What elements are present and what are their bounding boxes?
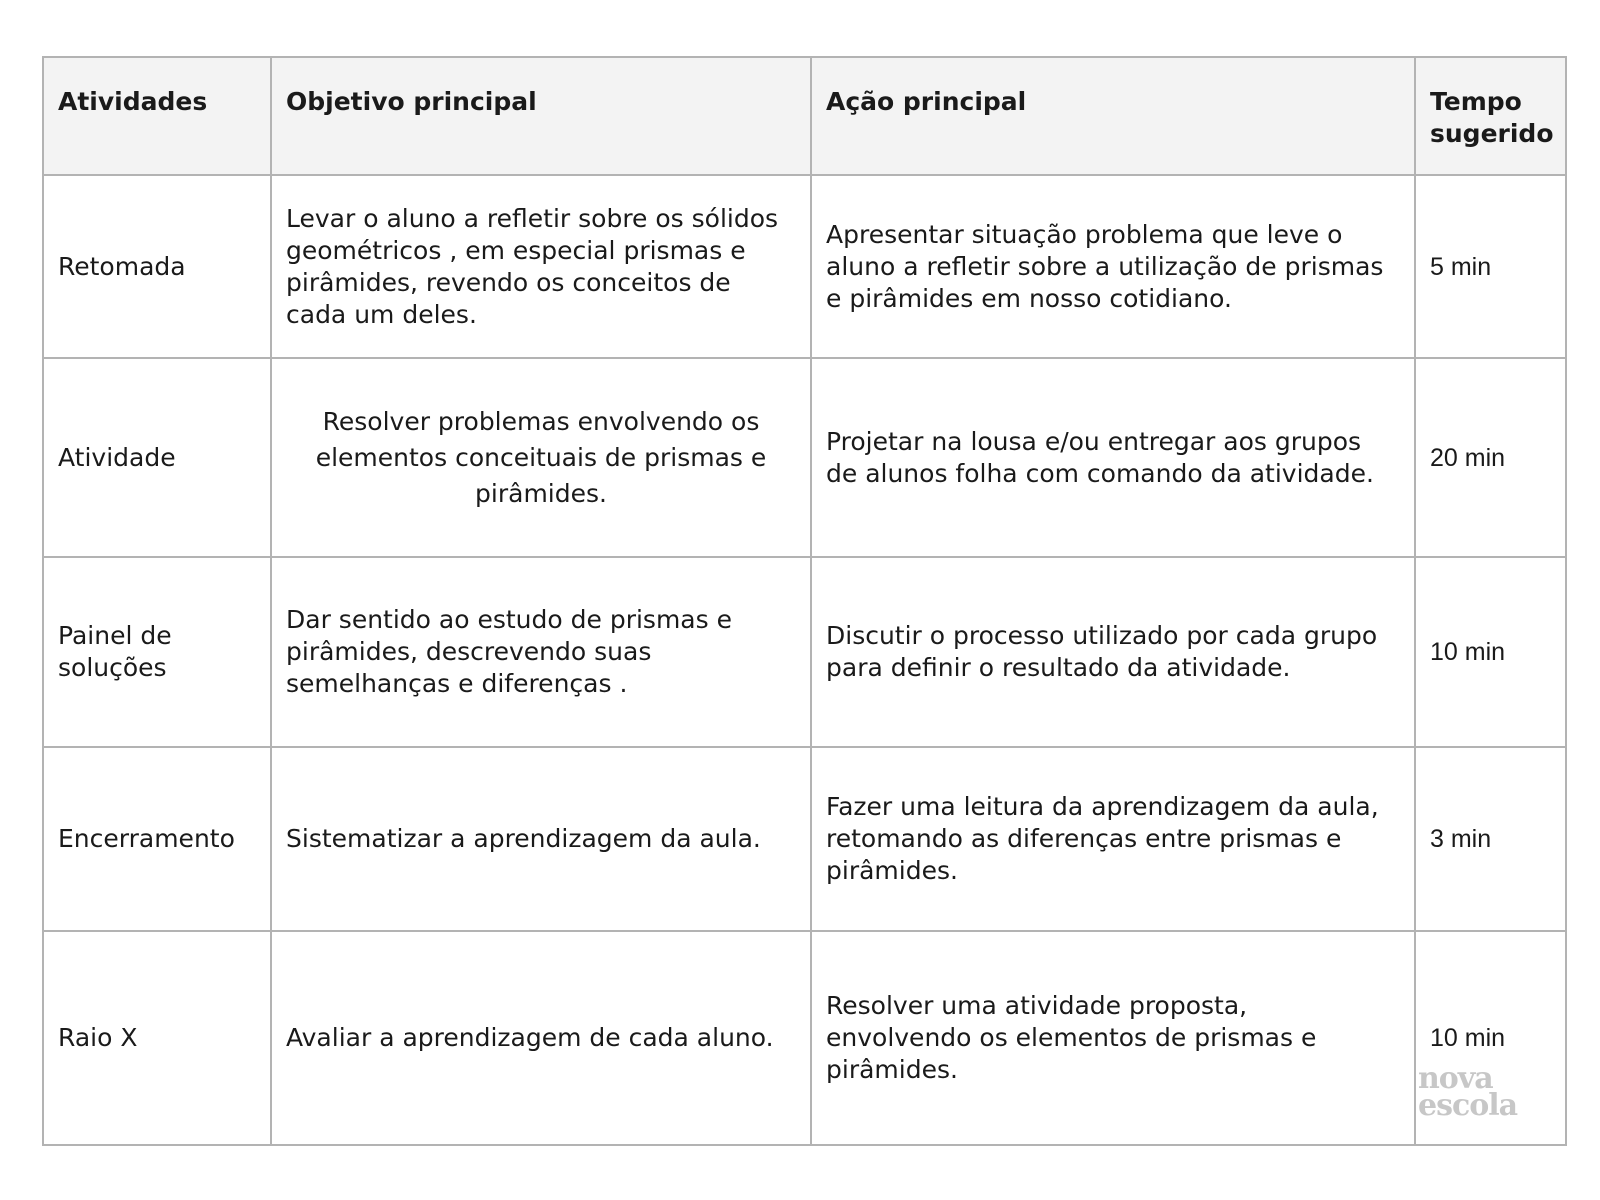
table-row (43, 358, 1566, 557)
cell-atividade: Atividade (43, 358, 271, 557)
cell-tempo: 5 min (1415, 175, 1566, 358)
cell-objetivo: Sistematizar a aprendizagem da aula. (271, 747, 811, 931)
watermark-line-1: nova (1418, 1061, 1493, 1096)
table-row (43, 557, 1566, 747)
nova-escola-watermark-logo (1418, 1061, 1518, 1123)
header-objetivo: Objetivo principal (271, 57, 811, 175)
cell-atividade: Encerramento (43, 747, 271, 931)
cell-atividade: Retomada (43, 175, 271, 358)
cell-tempo: 10 min (1415, 557, 1566, 747)
table-row (43, 175, 1566, 358)
cell-objetivo: Resolver problemas envolvendo os elementos conceituais de prismas e pirâmides. (271, 358, 811, 557)
cell-acao: Projetar na lousa e/ou entregar aos grupos de alunos folha com comando da atividade. (811, 358, 1415, 557)
cell-tempo: 3 min (1415, 747, 1566, 931)
header-acao: Ação principal (811, 57, 1415, 175)
lesson-plan-table (42, 56, 1567, 1146)
header-atividades: Atividades (43, 57, 271, 175)
cell-acao: Resolver uma atividade proposta, envolvendo os elementos de prismas e pirâmides. (811, 931, 1415, 1145)
cell-tempo: 20 min (1415, 358, 1566, 557)
table-header-row (43, 57, 1566, 175)
cell-objetivo: Dar sentido ao estudo de prismas e pirâmides, descrevendo suas semelhanças e diferenças . (271, 557, 811, 747)
watermark-line-2: escola (1418, 1088, 1518, 1123)
cell-acao: Apresentar situação problema que leve o aluno a refletir sobre a utilização de prismas e pirâmides em nosso cotidiano. (811, 175, 1415, 358)
cell-acao: Fazer uma leitura da aprendizagem da aula, retomando as diferenças entre prismas e pirâmides. (811, 747, 1415, 931)
cell-objetivo: Levar o aluno a refletir sobre os sólidos geométricos , em especial prismas e pirâmides, revendo os conceitos de cada um deles. (271, 175, 811, 358)
header-tempo: Tempo sugerido (1415, 57, 1566, 175)
table-row (43, 747, 1566, 931)
cell-atividade: Painel de soluções (43, 557, 271, 747)
cell-acao: Discutir o processo utilizado por cada grupo para definir o resultado da atividade. (811, 557, 1415, 747)
cell-atividade: Raio X (43, 931, 271, 1145)
cell-tempo: 10 min (1415, 931, 1566, 1145)
cell-objetivo: Avaliar a aprendizagem de cada aluno. (271, 931, 811, 1145)
table-row (43, 931, 1566, 1145)
